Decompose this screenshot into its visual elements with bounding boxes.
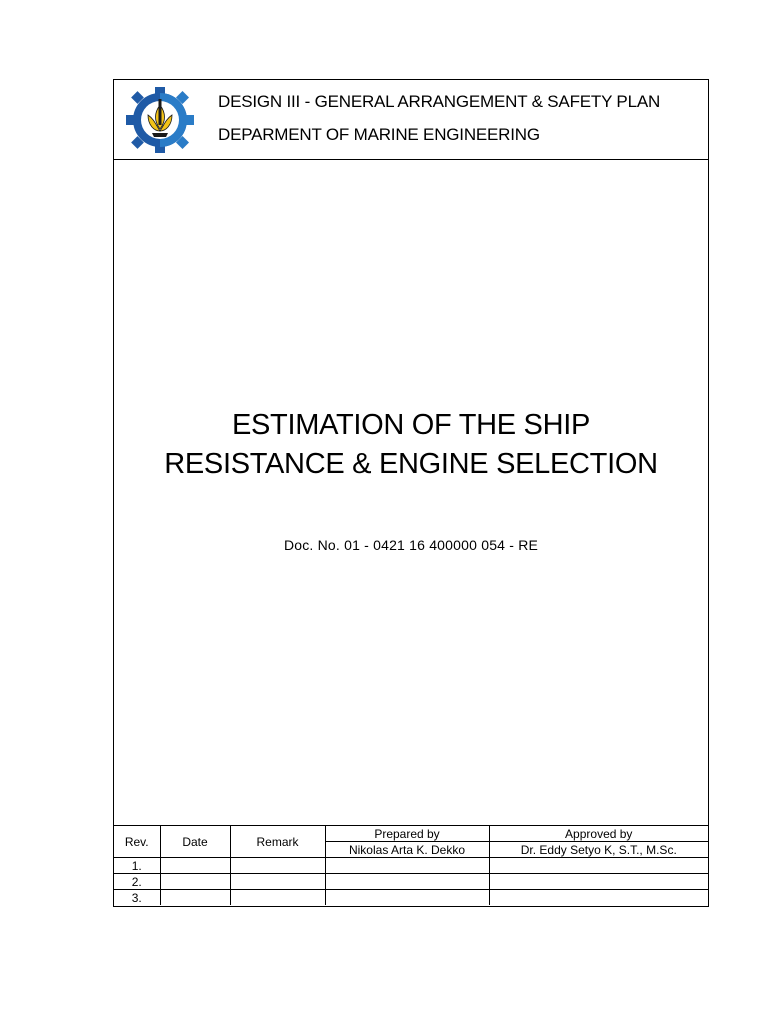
approved-cell [489,890,708,906]
prepared-cell [325,874,489,890]
prepared-by-name: Nikolas Arta K. Dekko [325,842,489,858]
revision-table [114,825,708,905]
rev-cell: 2. [114,874,160,890]
course-title: DESIGN III - GENERAL ARRANGEMENT & SAFETY PLAN [218,92,661,111]
document-title [114,406,708,484]
table-row [114,874,708,890]
table-row [114,890,708,906]
approved-by-header: Approved by [489,826,708,842]
rev-header: Rev. [114,826,160,858]
remark-cell [230,874,325,890]
document-header [114,80,708,160]
approved-by-name: Dr. Eddy Setyo K, S.T., M.Sc. [489,842,708,858]
prepared-cell [325,890,489,906]
rev-cell: 3. [114,890,160,906]
remark-cell [230,858,325,874]
remark-header: Remark [230,826,325,858]
date-cell [160,890,230,906]
revision-table-header-row [114,826,708,842]
table-row [114,858,708,874]
date-header: Date [160,826,230,858]
remark-cell [230,890,325,906]
prepared-cell [325,858,489,874]
approved-cell [489,874,708,890]
document-page [113,79,709,907]
document-title-line-1: ESTIMATION OF THE SHIP [231,409,591,441]
date-cell [160,874,230,890]
date-cell [160,858,230,874]
document-number: Doc. No. 01 - 0421 16 400000 054 - RE [283,537,539,553]
institution-logo [124,85,200,155]
rev-cell: 1. [114,858,160,874]
document-title-line-2: RESISTANCE & ENGINE SELECTION [164,448,658,480]
department-name: DEPARMENT OF MARINE ENGINEERING [218,125,540,144]
approved-cell [489,858,708,874]
prepared-by-header: Prepared by [325,826,489,842]
